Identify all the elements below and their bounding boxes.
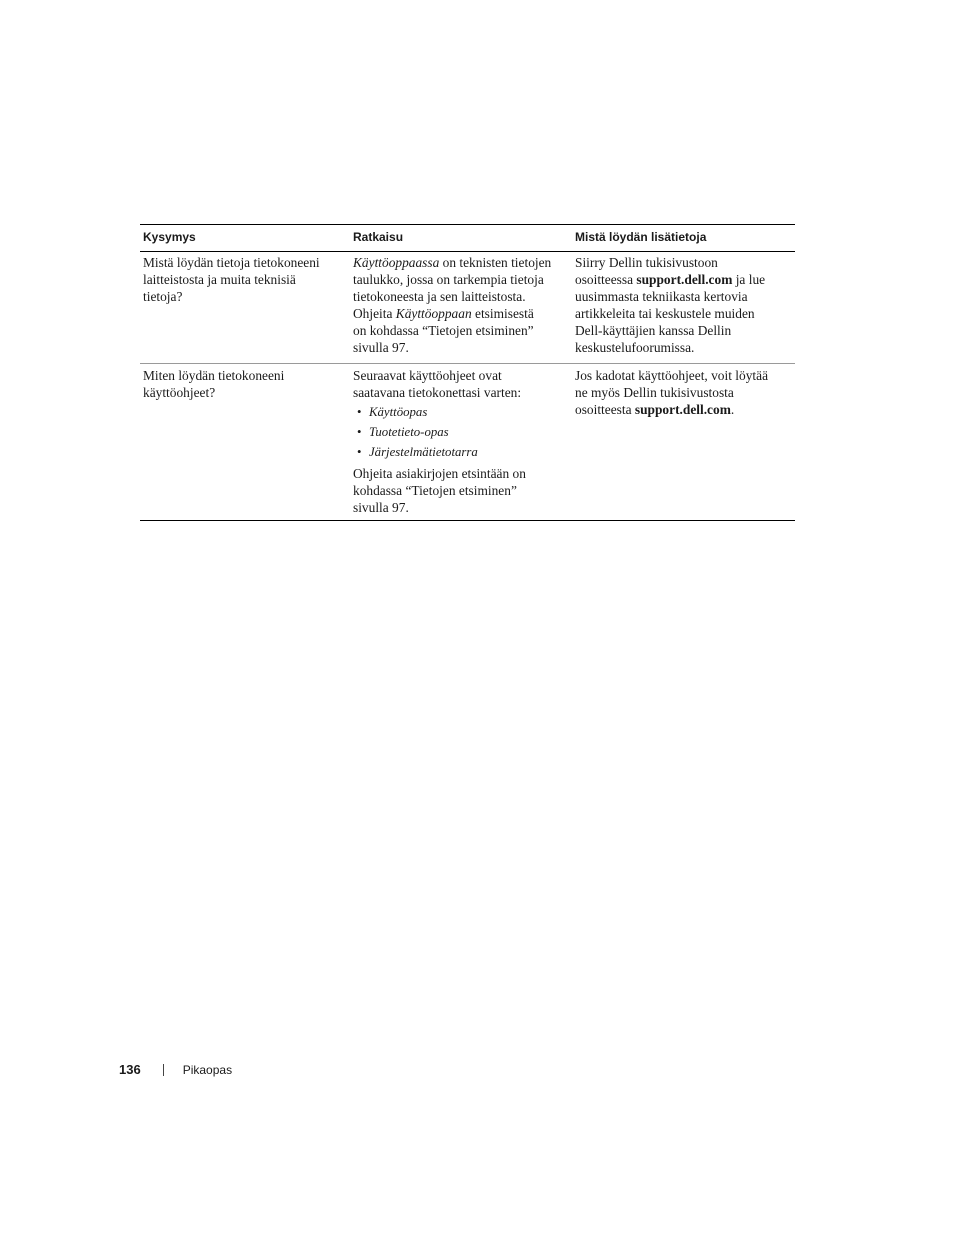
footer-separator: [163, 1064, 164, 1076]
list-item: • Tuotetieto-opas: [357, 425, 449, 439]
more-info-cell: Jos kadotat käyttöohjeet, voit löytää ne myös Dellin tukisivustosta osoitteesta support.dell.com.: [575, 368, 769, 417]
section-name: Pikaopas: [182, 1063, 233, 1077]
bullet-icon: •: [357, 445, 362, 459]
document-list: [353, 404, 569, 461]
question-cell: Miten löydän tietokoneeni käyttöohjeet?: [143, 368, 285, 400]
doc-title-kayttoopas: Käyttöoppaassa: [353, 255, 440, 270]
list-item: • Järjestelmätietotarra: [357, 445, 478, 459]
cross-reference: on kohdassa “Tietojen etsiminen”: [353, 323, 534, 338]
header-ratkaisu: Ratkaisu: [353, 230, 404, 244]
list-item: • Käyttöopas: [357, 405, 428, 419]
solution-cell: Käyttöoppaassa on teknisten tietojen taulukko, jossa on tarkempia tietoja tietokoneesta ja sen laitteistosta. Ohjeita Käyttöoppaan etsimisestä on kohdassa “Tietojen etsiminen” sivulla 97.: [350, 252, 572, 363]
more-info-cell: Siirry Dellin tukisivustoon osoitteessa support.dell.com ja lue uusimmasta tekniikasta kertovia artikkeleita tai keskustele muiden Dell-käyttäjien kanssa Dellin keskustelufoorumissa.: [575, 255, 766, 355]
table-row: [140, 363, 795, 520]
table-header-row: [140, 225, 795, 252]
solution-cell: Seuraavat käyttöohjeet ovat saatavana tietokonettasi varten: • Käyttöopas • Tuotetieto-opas • Järjestelmätietotarra Ohjeita asiakirjojen etsintään on kohdassa “Tietojen etsiminen” sivulla 97.: [350, 364, 572, 520]
bullet-icon: •: [357, 405, 362, 419]
table-row: [140, 252, 795, 363]
page-footer: [119, 1061, 232, 1079]
header-kysymys: Kysymys: [143, 230, 196, 244]
support-link[interactable]: support.dell.com: [634, 402, 731, 417]
doc-title-kayttoopas: Käyttöoppaan: [395, 306, 472, 321]
support-link[interactable]: support.dell.com: [636, 272, 733, 287]
question-cell: Mistä löydän tietoja tietokoneeni laitteistosta ja muita teknisiä tietoja?: [143, 255, 320, 304]
bullet-icon: •: [357, 425, 362, 439]
header-lisatietoja: Mistä löydän lisätietoja: [575, 230, 707, 244]
page-number: 136: [119, 1062, 141, 1077]
info-table: [140, 224, 795, 521]
cross-reference: kohdassa “Tietojen etsiminen”: [353, 483, 517, 498]
